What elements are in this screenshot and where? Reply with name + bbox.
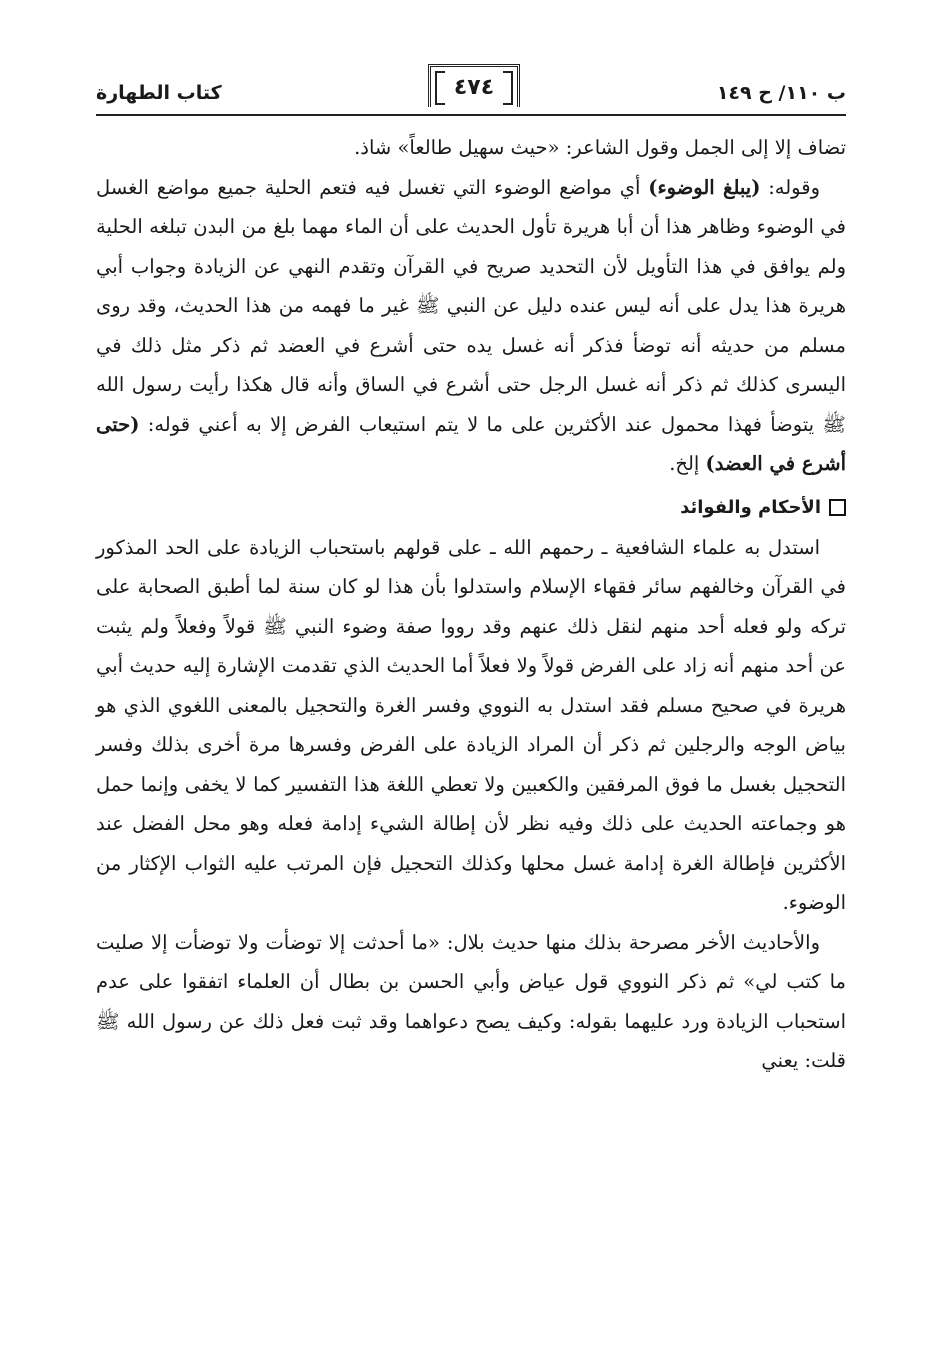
- paragraph-4: [96, 923, 846, 1081]
- paragraph-2-end: إلخ.: [669, 452, 706, 475]
- body-text: [96, 128, 846, 1081]
- hadith-reference: ب ١١٠/ ح ١٤٩: [716, 82, 846, 104]
- paragraph-2: [96, 168, 846, 484]
- section-heading: [96, 488, 846, 528]
- book-page: [96, 60, 846, 1310]
- page-number: ٤٧٤: [428, 64, 520, 107]
- paragraph-2-text: أي مواضع الوضوء التي تغسل فيه فتعم الحلية جميع مواضع الغسل في الوضوء وظاهر هذا أن أبا هريرة تأول الحديث على أن الماء مهما بلغ من البدن تبلغه الحلية ولم يوافق في هذا التأويل لأن التحديد صريح في القرآن وتقدم النهي عن الزيادة وجواب أبي هريرة هذا يدل على أنه ليس عنده دليل عن النبي ﷺ غير ما فهمه من هذا الحديث، وقد روى مسلم من حديثه أنه توضأ فذكر أنه غسل يده حتى أشرع في العضد ثم ذكر مثل ذلك في اليسرى كذلك ثم ذكر أنه غسل الرجل حتى أشرع في الساق وأنه قال هكذا رأيت رسول الله ﷺ يتوضأ فهذا محمول عند الأكثرين على ما لا يتم استيعاب الفرض إلا به أعني قوله:: [96, 175, 846, 436]
- paragraph-2-quote-2: (حتى أشرع في العضد): [96, 412, 846, 475]
- header-rule: [96, 114, 846, 116]
- page-header: [96, 60, 846, 116]
- paragraph-1: [96, 128, 846, 168]
- paragraph-1-text: تضاف إلا إلى الجمل وقول الشاعر: «حيث سهيل طالعاً» شاذ.: [354, 136, 846, 159]
- paragraph-2-quote: (يبلغ الوضوء): [648, 175, 761, 199]
- paragraph-3: [96, 528, 846, 923]
- paragraph-2-intro: وقوله:: [760, 175, 820, 199]
- paragraph-4-text: والأحاديث الأخر مصرحة بذلك منها حديث بلال: «ما أحدثت إلا توضأت ولا توضأت إلا صليت ما كتب لي» ثم ذكر النووي قول عياض وأبي الحسن بن بطال أن العلماء اتفقوا على عدم استحباب الزيادة ورد عليهما بقوله: وكيف يصح دعواهما وقد ثبت فعل ذلك عن رسول الله ﷺ قلت: يعني: [96, 930, 846, 1072]
- section-title: الأحكام والفوائد: [680, 496, 821, 518]
- square-bullet-icon: [829, 499, 846, 516]
- book-title: كتاب الطهارة: [96, 82, 222, 104]
- paragraph-3-text: استدل به علماء الشافعية ـ رحمهم الله ـ على قولهم باستحباب الزيادة على الحد المذكور في القرآن وخالفهم سائر فقهاء الإسلام واستدلوا بأن هذا لو كان سنة لما أطبق الصحابة على تركه ولو فعله أحد منهم لنقل ذلك عنهم وقد رووا صفة وضوء النبي ﷺ قولاً وفعلاً ولم يثبت عن أحد منهم أنه زاد على الفرض قولاً ولا فعلاً أما الحديث الذي تقدمت الإشارة إليه حديث أبي هريرة في صحيح مسلم فقد استدل به النووي وفسر الغرة والتحجيل بالمعنى اللغوي الذي هو بياض الوجه والرجلين ثم ذكر أن المراد الزيادة على الفرض وفسرها مرة أخرى بذلك وفسر التحجيل بغسل ما فوق المرفقين والكعبين ولا تعطي اللغة هذا التفسير كما لا يخفى وإنما حمل هو وجماعته الحديث على ذلك وفيه نظر لأن إطالة الشيء إدامة فعله وهو محل الفضل عند الأكثرين فإطالة الغرة إدامة غسل محلها وكذلك التحجيل فإن المرتب عليه الثواب الإكثار من الوضوء.: [96, 535, 846, 914]
